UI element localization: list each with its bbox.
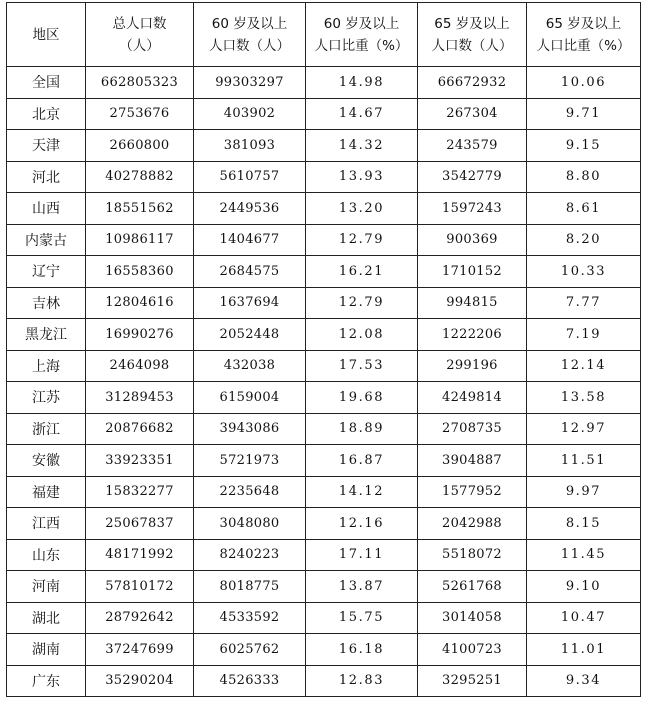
cell-60plus-share: 12.08 (306, 319, 418, 351)
table-row (7, 350, 641, 382)
cell-65plus-count: 243579 (418, 130, 527, 162)
table-row (7, 287, 641, 319)
cell-total-population: 20876682 (86, 413, 194, 445)
cell-65plus-share: 10.47 (527, 602, 641, 634)
header-60plus-count (194, 3, 306, 67)
cell-65plus-share: 9.97 (527, 476, 641, 508)
cell-region: 江苏 (7, 382, 86, 414)
table-row (7, 665, 641, 697)
cell-60plus-count: 3048080 (194, 508, 306, 540)
cell-60plus-count: 5610757 (194, 161, 306, 193)
cell-60plus-count: 2684575 (194, 256, 306, 288)
cell-60plus-share: 13.20 (306, 193, 418, 225)
cell-65plus-share: 12.97 (527, 413, 641, 445)
header-line-1: 65 岁及以上 (434, 15, 510, 32)
cell-60plus-count: 2235648 (194, 476, 306, 508)
table-row (7, 539, 641, 571)
cell-total-population: 31289453 (86, 382, 194, 414)
cell-60plus-share: 16.18 (306, 634, 418, 666)
cell-60plus-count: 1637694 (194, 287, 306, 319)
cell-65plus-count: 267304 (418, 98, 527, 130)
cell-60plus-count: 8240223 (194, 539, 306, 571)
cell-60plus-share: 13.93 (306, 161, 418, 193)
header-region (7, 3, 86, 67)
cell-total-population: 40278882 (86, 161, 194, 193)
cell-region: 福建 (7, 476, 86, 508)
table-row (7, 445, 641, 477)
cell-65plus-share: 8.80 (527, 161, 641, 193)
table-row (7, 602, 641, 634)
header-line-2: 人口比重（%） (536, 37, 631, 54)
table-row (7, 634, 641, 666)
cell-region: 山东 (7, 539, 86, 571)
cell-total-population: 662805323 (86, 67, 194, 99)
cell-region: 河南 (7, 571, 86, 603)
cell-60plus-count: 4533592 (194, 602, 306, 634)
header-region-label: 地区 (32, 26, 60, 43)
cell-total-population: 18551562 (86, 193, 194, 225)
cell-65plus-share: 9.71 (527, 98, 641, 130)
cell-region: 河北 (7, 161, 86, 193)
cell-total-population: 2753676 (86, 98, 194, 130)
cell-65plus-count: 3014058 (418, 602, 527, 634)
cell-65plus-count: 299196 (418, 350, 527, 382)
cell-60plus-share: 12.83 (306, 665, 418, 697)
cell-region: 湖南 (7, 634, 86, 666)
cell-region: 全国 (7, 67, 86, 99)
header-65plus-share (527, 3, 641, 67)
table-row (7, 319, 641, 351)
population-table (6, 2, 641, 697)
cell-60plus-share: 14.98 (306, 67, 418, 99)
header-65plus-count (418, 3, 527, 67)
cell-total-population: 2464098 (86, 350, 194, 382)
cell-total-population: 37247699 (86, 634, 194, 666)
cell-region: 黑龙江 (7, 319, 86, 351)
table-row (7, 413, 641, 445)
table-row (7, 571, 641, 603)
cell-total-population: 12804616 (86, 287, 194, 319)
table-row (7, 98, 641, 130)
cell-60plus-count: 381093 (194, 130, 306, 162)
cell-65plus-share: 9.15 (527, 130, 641, 162)
cell-region: 山西 (7, 193, 86, 225)
header-60plus-share (306, 3, 418, 67)
cell-65plus-share: 8.15 (527, 508, 641, 540)
cell-total-population: 35290204 (86, 665, 194, 697)
cell-65plus-count: 5261768 (418, 571, 527, 603)
cell-65plus-count: 4249814 (418, 382, 527, 414)
table-row (7, 256, 641, 288)
cell-65plus-share: 13.58 (527, 382, 641, 414)
cell-65plus-share: 11.51 (527, 445, 641, 477)
table-row (7, 67, 641, 99)
cell-65plus-count: 5518072 (418, 539, 527, 571)
cell-65plus-count: 1597243 (418, 193, 527, 225)
cell-total-population: 25067837 (86, 508, 194, 540)
cell-65plus-share: 11.45 (527, 539, 641, 571)
cell-total-population: 2660800 (86, 130, 194, 162)
cell-65plus-count: 66672932 (418, 67, 527, 99)
cell-60plus-share: 12.79 (306, 287, 418, 319)
cell-total-population: 10986117 (86, 224, 194, 256)
cell-region: 辽宁 (7, 256, 86, 288)
cell-60plus-share: 14.32 (306, 130, 418, 162)
cell-60plus-share: 15.75 (306, 602, 418, 634)
cell-65plus-share: 12.14 (527, 350, 641, 382)
cell-65plus-share: 11.01 (527, 634, 641, 666)
cell-65plus-share: 7.19 (527, 319, 641, 351)
cell-65plus-count: 994815 (418, 287, 527, 319)
cell-60plus-share: 19.68 (306, 382, 418, 414)
table-row (7, 476, 641, 508)
cell-total-population: 16990276 (86, 319, 194, 351)
cell-60plus-share: 18.89 (306, 413, 418, 445)
cell-60plus-share: 16.87 (306, 445, 418, 477)
cell-65plus-share: 10.33 (527, 256, 641, 288)
cell-60plus-share: 16.21 (306, 256, 418, 288)
cell-60plus-count: 2449536 (194, 193, 306, 225)
cell-total-population: 28792642 (86, 602, 194, 634)
cell-60plus-share: 17.53 (306, 350, 418, 382)
cell-60plus-share: 17.11 (306, 539, 418, 571)
cell-65plus-share: 9.34 (527, 665, 641, 697)
table-row (7, 224, 641, 256)
cell-65plus-count: 1577952 (418, 476, 527, 508)
header-line-1: 总人口数 (112, 15, 167, 32)
cell-60plus-count: 8018775 (194, 571, 306, 603)
cell-60plus-count: 4526333 (194, 665, 306, 697)
cell-60plus-share: 12.79 (306, 224, 418, 256)
cell-65plus-count: 1222206 (418, 319, 527, 351)
table-row (7, 161, 641, 193)
table-body (7, 67, 641, 697)
cell-65plus-count: 3295251 (418, 665, 527, 697)
cell-65plus-count: 2042988 (418, 508, 527, 540)
header-line-2: 人口数（人） (209, 37, 290, 54)
table-row (7, 130, 641, 162)
cell-region: 吉林 (7, 287, 86, 319)
cell-region: 安徽 (7, 445, 86, 477)
header-line-2: 人口比重（%） (314, 37, 409, 54)
cell-60plus-count: 6159004 (194, 382, 306, 414)
cell-region: 广东 (7, 665, 86, 697)
header-line-2: （人） (119, 37, 160, 54)
header-line-1: 60 岁及以上 (323, 15, 400, 32)
cell-65plus-share: 7.77 (527, 287, 641, 319)
cell-60plus-count: 5721973 (194, 445, 306, 477)
cell-region: 天津 (7, 130, 86, 162)
header-row (7, 3, 641, 67)
cell-65plus-share: 9.10 (527, 571, 641, 603)
cell-65plus-count: 3542779 (418, 161, 527, 193)
cell-region: 浙江 (7, 413, 86, 445)
cell-total-population: 16558360 (86, 256, 194, 288)
cell-60plus-count: 6025762 (194, 634, 306, 666)
cell-65plus-count: 4100723 (418, 634, 527, 666)
header-line-2: 人口数（人） (431, 37, 513, 54)
header-total-population (86, 3, 194, 67)
cell-65plus-count: 900369 (418, 224, 527, 256)
cell-60plus-share: 14.12 (306, 476, 418, 508)
cell-region: 上海 (7, 350, 86, 382)
cell-region: 江西 (7, 508, 86, 540)
cell-60plus-share: 13.87 (306, 571, 418, 603)
cell-60plus-count: 1404677 (194, 224, 306, 256)
cell-60plus-count: 2052448 (194, 319, 306, 351)
table-header (7, 3, 641, 67)
cell-total-population: 33923351 (86, 445, 194, 477)
cell-region: 内蒙古 (7, 224, 86, 256)
cell-65plus-count: 3904887 (418, 445, 527, 477)
table-row (7, 193, 641, 225)
cell-65plus-count: 2708735 (418, 413, 527, 445)
cell-60plus-share: 14.67 (306, 98, 418, 130)
table-row (7, 508, 641, 540)
cell-65plus-share: 10.06 (527, 67, 641, 99)
cell-60plus-count: 403902 (194, 98, 306, 130)
cell-region: 北京 (7, 98, 86, 130)
cell-total-population: 48171992 (86, 539, 194, 571)
cell-60plus-count: 99303297 (194, 67, 306, 99)
cell-total-population: 57810172 (86, 571, 194, 603)
cell-60plus-share: 12.16 (306, 508, 418, 540)
cell-total-population: 15832277 (86, 476, 194, 508)
header-line-1: 60 岁及以上 (211, 15, 288, 32)
cell-region: 湖北 (7, 602, 86, 634)
cell-60plus-count: 432038 (194, 350, 306, 382)
table-row (7, 382, 641, 414)
cell-65plus-share: 8.20 (527, 224, 641, 256)
cell-65plus-count: 1710152 (418, 256, 527, 288)
cell-60plus-count: 3943086 (194, 413, 306, 445)
cell-65plus-share: 8.61 (527, 193, 641, 225)
header-line-1: 65 岁及以上 (545, 15, 622, 32)
